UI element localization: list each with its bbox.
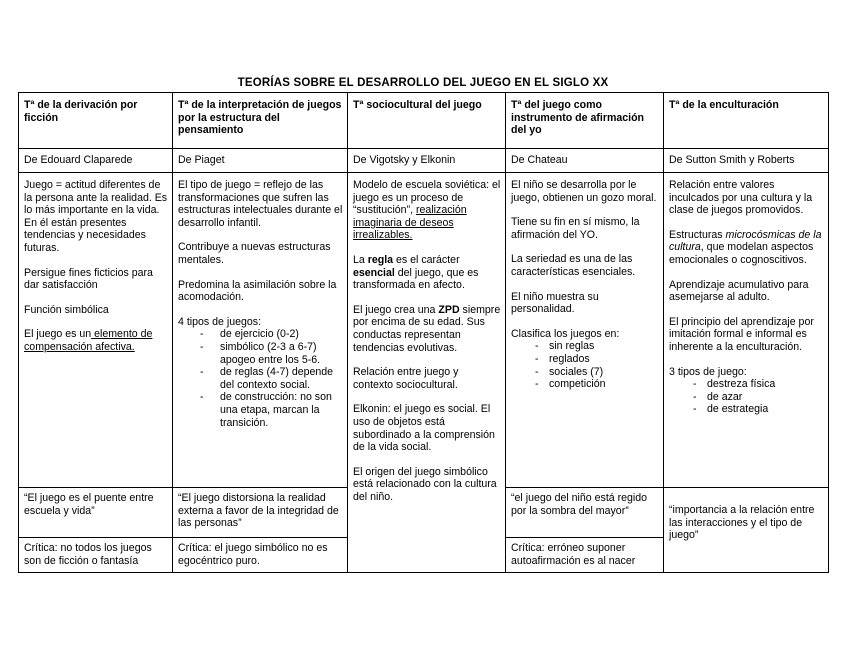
- underlined-text: realización imaginaria de deseos irrealizables.: [353, 204, 467, 242]
- text: 4 tipos de juegos:: [178, 315, 262, 328]
- author-cell: De Edouard Claparede: [19, 149, 173, 173]
- text: [24, 328, 168, 353]
- list-item: - de construcción: no son una etapa, marcan la transición.: [178, 391, 343, 429]
- game-types-list: [669, 378, 824, 416]
- list-item: - simbólico (2-3 a 6-7) apogeo entre los 5-6.: [178, 341, 343, 366]
- text: 3 tipos de juego:: [669, 365, 747, 378]
- text: En él están presentes tendencias y necesidades futuras.: [24, 216, 146, 254]
- quote-cell: “el juego del niño está regido por la sombra del mayor”: [506, 488, 664, 538]
- text: [353, 254, 501, 292]
- game-types-list: [511, 340, 659, 390]
- text: El origen del juego simbólico está relacionado con la cultura del niño.: [353, 465, 497, 503]
- italic-text: microcósmicas de la cultura: [669, 228, 822, 254]
- text: Contribuye a nuevas estructuras mentales.: [178, 241, 331, 266]
- content-row: [19, 173, 829, 488]
- bold-text: esencial: [353, 266, 395, 279]
- document-title: TEORÍAS SOBRE EL DESARROLLO DEL JUEGO EN EL SIGLO XX: [237, 77, 609, 89]
- text: Estructuras: [669, 228, 726, 241]
- bold-text: regla: [367, 253, 394, 266]
- author-cell: De Piaget: [173, 149, 348, 173]
- text: Tiene su fin en sí mismo, la afirmación del YO.: [511, 216, 640, 241]
- header-row: [19, 93, 829, 149]
- list-item: - de ejercicio (0-2): [178, 328, 343, 341]
- text: Elkonin: el juego es social. El uso de objetos está subordinado a la comprensión de la vida social.: [353, 403, 495, 454]
- text: siempre por encima de su edad. Sus conductas representan tendencias evolutivas.: [353, 303, 501, 354]
- text: Aprendizaje acumulativo para asemejarse al adulto.: [669, 278, 809, 304]
- text: Predomina la asimilación sobre la acomodación.: [178, 278, 337, 304]
- text: Función simbólica: [24, 303, 109, 316]
- list-item: - reglados: [511, 353, 659, 366]
- author-cell: De Chateau: [506, 149, 664, 173]
- header-cell: Tª de la derivación por ficción: [19, 93, 173, 149]
- critique-cell: Crítica: erróneo suponer autoafirmación es al nacer: [506, 538, 664, 573]
- text: [669, 229, 824, 267]
- text: [353, 179, 501, 242]
- text: , que modelan aspectos emocionales o cognoscitivos.: [669, 241, 814, 266]
- critique-cell: Crítica: el juego simbólico no es egocéntrico puro.: [173, 538, 348, 573]
- quote-cell: “importancia a la relación entre las interacciones y el tipo de juego”: [664, 488, 829, 573]
- sutton-smith-content: [664, 173, 829, 488]
- text: Clasifica los juegos en:: [511, 327, 620, 340]
- text: es el carácter: [393, 253, 460, 266]
- list-item: - sin reglas: [511, 340, 659, 353]
- header-cell: Tª sociocultural del juego: [348, 93, 506, 149]
- header-cell: Tª de la interpretación de juegos por la estructura del pensamiento: [173, 93, 348, 149]
- list-item: - competición: [511, 378, 659, 391]
- text: Relación entre juego y contexto sociocultural.: [353, 366, 459, 391]
- text: El niño muestra su personalidad.: [511, 290, 599, 316]
- text: El niño se desarrolla por le juego, obtienen un gozo moral.: [511, 179, 657, 204]
- text: La seriedad es una de las características esenciales.: [511, 253, 636, 278]
- text: del juego, que es transformada en afecto.: [353, 266, 479, 292]
- author-cell: De Vigotsky y Elkonin: [348, 149, 506, 173]
- list-item: - destreza física: [669, 378, 824, 391]
- list-item: - sociales (7): [511, 366, 659, 379]
- list-item: - de estrategia: [669, 403, 824, 416]
- bold-text: ZPD: [438, 303, 460, 316]
- underlined-text: elemento de compensación afectiva.: [24, 328, 153, 353]
- piaget-content: [173, 173, 348, 488]
- critique-cell: Crítica: no todos los juegos son de ficción o fantasía: [19, 538, 173, 573]
- text: Relación entre valores inculcados por una cultura y la clase de juegos promovidos.: [669, 179, 813, 217]
- text: Juego = actitud diferentes de la persona ante la realidad. Es lo más importante en la vida.: [24, 179, 168, 217]
- text: Modelo de escuela soviética: el juego es un proceso de “sustitución”,: [353, 179, 501, 217]
- quote-cell: “El juego es el puente entre escuela y vida”: [19, 488, 173, 538]
- text: El juego es un: [24, 328, 92, 341]
- quote-cell: “El juego distorsiona la realidad externa a favor de la integridad de las personas”: [173, 488, 348, 538]
- text: El principio del aprendizaje por imitación formal e informal es inherente a la enculturación.: [669, 315, 814, 353]
- list-item: - de azar: [669, 391, 824, 404]
- text: La: [353, 253, 368, 266]
- theories-table: [18, 92, 829, 573]
- text: El juego crea una: [353, 303, 439, 316]
- text: [353, 304, 501, 354]
- claparede-content: [19, 173, 173, 488]
- header-cell: Tª del juego como instrumento de afirmación del yo: [506, 93, 664, 149]
- author-cell: De Sutton Smith y Roberts: [664, 149, 829, 173]
- header-cell: Tª de la enculturación: [664, 93, 829, 149]
- chateau-content: [506, 173, 664, 488]
- author-row: [19, 149, 829, 173]
- vigotsky-content: [348, 173, 506, 573]
- text: Persigue fines ficticios para dar satisfacción: [24, 266, 153, 292]
- list-item: - de reglas (4-7) depende del contexto social.: [178, 366, 343, 391]
- text: El tipo de juego = reflejo de las transformaciones que sufren las estructuras intelectuales durante el desarrollo infantil.: [178, 179, 343, 229]
- game-types-list: [178, 328, 343, 429]
